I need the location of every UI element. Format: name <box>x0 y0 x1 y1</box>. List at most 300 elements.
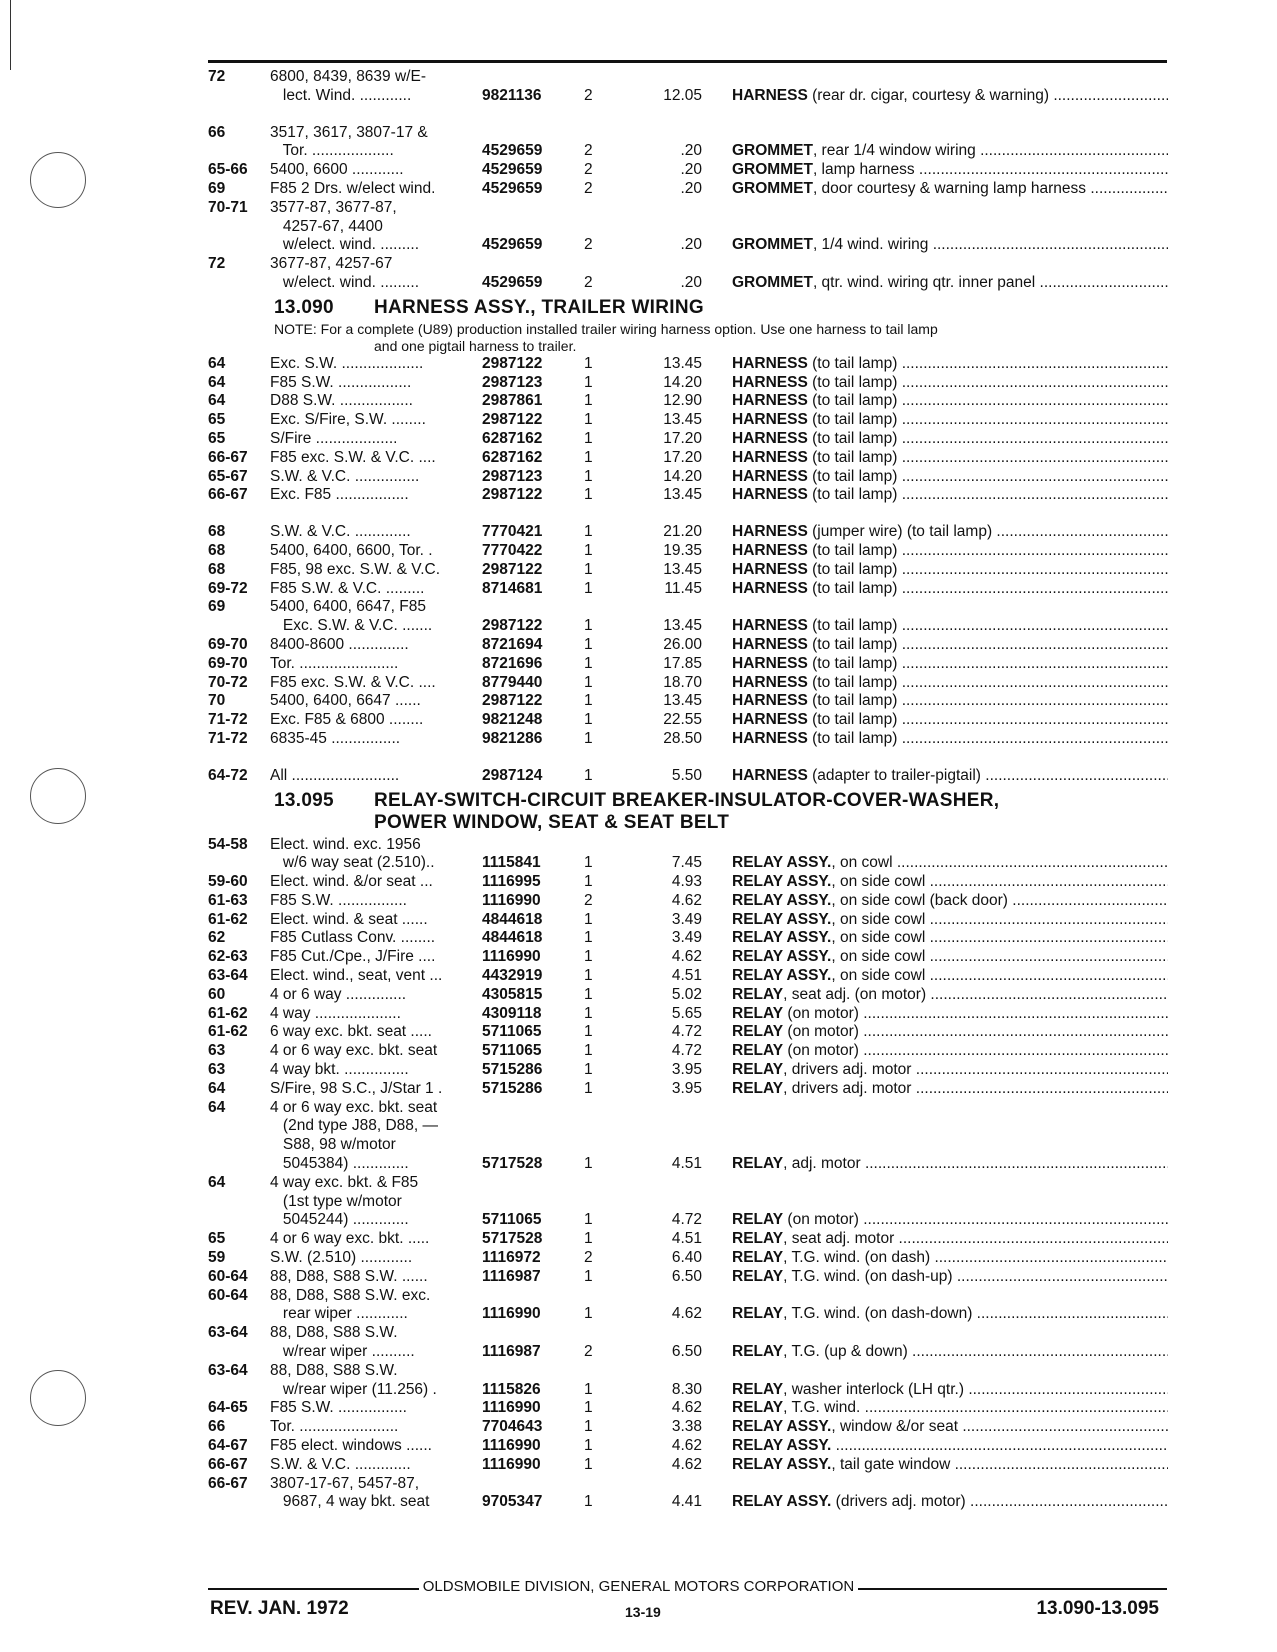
quantity: 1 <box>584 1455 593 1473</box>
application: F85, 98 exc. S.W. & V.C. <box>270 560 441 578</box>
part-name <box>732 1437 1168 1456</box>
part-name-detail: (on motor) <box>783 1023 859 1041</box>
model-years: 70 <box>208 692 226 710</box>
model-years: 60-64 <box>208 1267 248 1285</box>
part-number: 9821248 <box>482 711 543 729</box>
part-number: 8779440 <box>482 673 543 691</box>
parts-row <box>208 392 1168 411</box>
parts-row <box>208 255 1168 274</box>
section-title-line2: POWER WINDOW, SEAT & SEAT BELT <box>374 811 730 833</box>
part-name <box>732 1230 1168 1249</box>
application: S.W. & V.C. ............. <box>270 1455 411 1473</box>
quantity: 1 <box>584 766 593 784</box>
application: w/elect. wind. ......... <box>270 236 420 254</box>
application: 5400, 6400, 6600, Tor. . <box>270 541 433 559</box>
part-name <box>732 1381 1168 1400</box>
parts-row <box>208 1230 1168 1249</box>
model-years: 66 <box>208 1418 226 1436</box>
price: 4.62 <box>671 1455 702 1473</box>
model-years: 60-64 <box>208 1286 248 1304</box>
part-name-bold: HARNESS <box>732 635 808 653</box>
price: 3.49 <box>671 929 702 947</box>
part-name <box>732 1080 1168 1099</box>
price: 3.49 <box>671 910 702 928</box>
part-name-bold: RELAY ASSY. <box>732 1493 832 1511</box>
part-name <box>732 1399 1168 1418</box>
parts-row <box>208 1193 1168 1212</box>
parts-row <box>208 523 1168 542</box>
part-name <box>732 1456 1168 1475</box>
part-name-detail: (to tail lamp) <box>807 486 898 504</box>
model-years: 63 <box>208 1061 226 1079</box>
part-name <box>732 617 1168 636</box>
application: 4 way exc. bkt. & F85 <box>270 1173 419 1191</box>
model-years: 70-72 <box>208 673 248 691</box>
quantity: 1 <box>584 541 593 559</box>
price: .20 <box>680 179 702 197</box>
part-name <box>732 767 1168 786</box>
punch-hole-top <box>30 152 86 208</box>
model-years: 62 <box>208 929 226 947</box>
quantity: 1 <box>584 654 593 672</box>
parts-row <box>208 617 1168 636</box>
part-name <box>732 542 1168 561</box>
part-number: 7704643 <box>482 1418 543 1436</box>
part-name-detail: , T.G. (up & down) <box>783 1343 908 1361</box>
part-name <box>732 561 1168 580</box>
parts-row <box>208 854 1168 873</box>
price: .20 <box>680 236 702 254</box>
part-name-bold: HARNESS <box>732 579 808 597</box>
model-years: 64 <box>208 373 226 391</box>
application: 88, D88, S88 S.W. ...... <box>270 1267 428 1285</box>
part-name <box>732 948 1168 967</box>
application: 88, D88, S88 S.W. <box>270 1361 398 1379</box>
part-name-detail: (to tail lamp) <box>807 579 898 597</box>
part-number: 5711065 <box>482 1211 542 1229</box>
model-years: 65 <box>208 411 226 429</box>
part-number: 4529659 <box>482 179 543 197</box>
quantity: 1 <box>584 617 593 635</box>
model-years: 64-72 <box>208 766 248 784</box>
application: F85 Cutlass Conv. ........ <box>270 929 436 947</box>
footer-division-text: OLDSMOBILE DIVISION, GENERAL MOTORS CORPORATION <box>419 1578 858 1595</box>
part-number: 5717528 <box>482 1155 543 1173</box>
part-name-detail: (drivers adj. motor) <box>831 1493 966 1511</box>
application: 4 or 6 way exc. bkt. ..... <box>270 1230 430 1248</box>
part-name-detail: (to tail lamp) <box>807 617 898 635</box>
application: Exc. F85 & 6800 ........ <box>270 711 424 729</box>
part-number: 7770422 <box>482 541 543 559</box>
part-name <box>732 486 1168 505</box>
model-years: 60 <box>208 985 226 1003</box>
quantity: 1 <box>584 560 593 578</box>
part-name-detail: (to tail lamp) <box>807 448 898 466</box>
application: All ......................... <box>270 766 400 784</box>
quantity: 2 <box>584 179 593 197</box>
model-years: 68 <box>208 560 226 578</box>
application: w/6 way seat (2.510).. <box>270 854 435 872</box>
part-name-bold: RELAY ASSY. <box>732 1437 832 1454</box>
part-name-bold: GROMMET <box>732 273 813 291</box>
application: w/elect. wind. ......... <box>270 273 420 291</box>
part-name-bold: HARNESS <box>732 373 808 391</box>
part-number: 4432919 <box>482 967 543 985</box>
price: 6.40 <box>671 1249 702 1267</box>
application: 88, D88, S88 S.W. <box>270 1324 398 1342</box>
quantity: 2 <box>584 1343 593 1361</box>
part-name-bold: RELAY ASSY. <box>732 1455 832 1473</box>
application: 8400-8600 .............. <box>270 635 409 653</box>
part-name-bold: RELAY <box>732 1042 784 1060</box>
part-name-detail: , lamp harness <box>812 161 915 179</box>
part-name-detail: , on side cowl <box>831 948 926 966</box>
part-name-bold: RELAY <box>732 1079 784 1097</box>
application: 4 way bkt. ............... <box>270 1061 409 1079</box>
price: 13.45 <box>663 354 702 372</box>
quantity: 1 <box>584 692 593 710</box>
application: S/Fire, 98 S.C., J/Star 1 . <box>270 1079 443 1097</box>
part-name-bold: HARNESS <box>732 392 808 410</box>
parts-row <box>208 274 1168 293</box>
part-name-detail: , on side cowl (back door) <box>831 891 1008 909</box>
footer-page-number: 13-19 <box>625 1604 661 1620</box>
application: rear wiper ............ <box>270 1305 408 1323</box>
part-number: 4529659 <box>482 236 543 254</box>
model-years: 72 <box>208 255 226 273</box>
quantity: 1 <box>584 854 593 872</box>
price: 4.93 <box>671 873 702 891</box>
part-name-detail: , on side cowl <box>831 873 926 891</box>
application: 4 or 6 way exc. bkt. seat <box>270 1098 438 1116</box>
footer-section-range: 13.090-13.095 <box>1036 1598 1159 1619</box>
part-name-detail: , washer interlock (LH qtr.) <box>783 1380 965 1398</box>
part-name-detail: , on side cowl <box>831 929 926 947</box>
part-number: 5715286 <box>482 1079 543 1097</box>
part-name <box>732 1493 1168 1512</box>
parts-row <box>208 1437 1168 1456</box>
parts-row <box>208 986 1168 1005</box>
price: 14.20 <box>663 373 702 391</box>
part-name-bold: HARNESS <box>732 467 808 485</box>
model-years: 66-67 <box>208 448 248 466</box>
quantity: 1 <box>584 673 593 691</box>
top-rule <box>208 60 1167 63</box>
part-name-bold: HARNESS <box>732 354 808 372</box>
model-years: 71-72 <box>208 729 248 747</box>
application: 6835-45 ................ <box>270 729 401 747</box>
price: 6.50 <box>671 1267 702 1285</box>
price: 4.62 <box>671 1305 702 1323</box>
part-number: 1116990 <box>482 1455 541 1473</box>
parts-row <box>208 711 1168 730</box>
quantity: 1 <box>584 411 593 429</box>
part-number: 9705347 <box>482 1493 543 1511</box>
model-years: 59-60 <box>208 873 248 891</box>
part-name-detail: (to tail lamp) <box>807 467 898 485</box>
section-heading <box>274 790 1168 834</box>
part-number: 1116995 <box>482 873 541 891</box>
parts-row <box>208 1136 1168 1155</box>
model-years: 64 <box>208 1173 226 1191</box>
application: F85 S.W. & V.C. ......... <box>270 579 425 597</box>
section-number: 13.095 <box>274 789 334 811</box>
quantity: 1 <box>584 1399 593 1417</box>
quantity: 2 <box>584 161 593 179</box>
part-name-detail: , T.G. wind. (on dash-down) <box>783 1305 973 1323</box>
part-name-detail: , qtr. wind. wiring qtr. inner panel <box>812 273 1036 291</box>
quantity: 1 <box>584 1042 593 1060</box>
quantity: 2 <box>584 86 593 104</box>
parts-row <box>208 411 1168 430</box>
part-name <box>732 892 1168 911</box>
part-number: 2987123 <box>482 373 543 391</box>
part-number: 1115826 <box>482 1380 541 1398</box>
price: 3.95 <box>671 1079 702 1097</box>
part-number: 2987122 <box>482 486 543 504</box>
parts-row <box>208 430 1168 449</box>
application: S/Fire ................... <box>270 429 398 447</box>
part-name <box>732 468 1168 487</box>
application: F85 S.W. ................. <box>270 373 412 391</box>
part-name-detail: (to tail lamp) <box>807 654 898 672</box>
quantity: 1 <box>584 1155 593 1173</box>
part-name-bold: RELAY <box>732 1399 784 1417</box>
part-name-bold: HARNESS <box>732 429 808 447</box>
application: Exc. S.W. & V.C. ....... <box>270 617 433 635</box>
model-years: 61-62 <box>208 910 248 928</box>
price: .20 <box>680 161 702 179</box>
parts-row <box>208 767 1168 786</box>
model-years: 63-64 <box>208 1324 248 1342</box>
part-name-bold: RELAY <box>732 1267 784 1285</box>
parts-row <box>208 911 1168 930</box>
application: 4 or 6 way exc. bkt. seat <box>270 1042 438 1060</box>
price: 11.45 <box>664 579 702 597</box>
part-name <box>732 674 1168 693</box>
part-name-detail: (rear dr. cigar, courtesy & warning) <box>807 86 1050 104</box>
application: 5400, 6600 ............ <box>270 161 404 179</box>
part-name <box>732 580 1168 599</box>
part-name <box>732 355 1168 374</box>
part-name <box>732 411 1168 430</box>
part-name <box>732 374 1168 393</box>
parts-row <box>208 967 1168 986</box>
quantity: 1 <box>584 1230 593 1248</box>
parts-row <box>208 1061 1168 1080</box>
part-name <box>732 986 1168 1005</box>
application: Elect. wind., seat, vent ... <box>270 967 443 985</box>
application: F85 2 Drs. w/elect wind. <box>270 179 436 197</box>
parts-row <box>208 468 1168 487</box>
quantity: 1 <box>584 929 593 947</box>
model-years: 66-67 <box>208 1455 248 1473</box>
parts-row <box>208 655 1168 674</box>
part-name-detail: (to tail lamp) <box>807 711 898 729</box>
part-number: 9821286 <box>482 729 543 747</box>
part-name-detail: , window &/or seat <box>831 1418 959 1436</box>
quantity: 1 <box>584 1061 593 1079</box>
part-name-detail: (jumper wire) (to tail lamp) <box>807 523 993 541</box>
model-years: 59 <box>208 1249 226 1267</box>
price: 4.62 <box>671 891 702 909</box>
price: 4.51 <box>671 1155 702 1173</box>
price: 3.38 <box>671 1418 702 1436</box>
part-number: 4844618 <box>482 929 543 947</box>
application: Exc. S.W. ................... <box>270 354 424 372</box>
model-years: 65 <box>208 429 226 447</box>
price: 17.85 <box>663 654 702 672</box>
application: (1st type w/motor <box>270 1192 402 1210</box>
part-number: 1116987 <box>482 1343 541 1361</box>
part-name-detail: (to tail lamp) <box>807 692 898 710</box>
parts-row <box>208 1287 1168 1306</box>
parts-row <box>208 199 1168 218</box>
application: lect. Wind. ............ <box>270 86 412 104</box>
parts-row <box>208 68 1168 87</box>
part-name-bold: HARNESS <box>732 486 808 504</box>
part-number: 4529659 <box>482 273 543 291</box>
parts-row <box>208 598 1168 617</box>
price: 5.65 <box>671 1004 702 1022</box>
price: 7.45 <box>671 854 702 872</box>
model-years: 69 <box>208 179 226 197</box>
part-number: 1116990 <box>482 1305 541 1323</box>
part-number: 2987122 <box>482 617 543 635</box>
part-name-detail: (on motor) <box>783 1004 859 1022</box>
part-name-detail: (adapter to trailer-pigtail) <box>807 766 981 784</box>
price: 4.72 <box>671 1023 702 1041</box>
price: .20 <box>680 273 702 291</box>
quantity: 2 <box>584 891 593 909</box>
model-years: 71-72 <box>208 711 248 729</box>
part-name-detail: , seat adj. (on motor) <box>783 985 927 1003</box>
price: 4.62 <box>671 948 702 966</box>
application: 5400, 6400, 6647 ...... <box>270 692 421 710</box>
part-number: 2987122 <box>482 692 543 710</box>
parts-row <box>208 1493 1168 1512</box>
price: 13.45 <box>663 411 702 429</box>
price: .20 <box>680 142 702 160</box>
model-years: 68 <box>208 541 226 559</box>
parts-row <box>208 1117 1168 1136</box>
part-number: 7770421 <box>482 523 543 541</box>
application: 3577-87, 3677-87, <box>270 198 397 216</box>
parts-row <box>208 142 1168 161</box>
parts-row <box>208 355 1168 374</box>
application: 4 way .................... <box>270 1004 401 1022</box>
price: 6.50 <box>671 1343 702 1361</box>
parts-row <box>208 1399 1168 1418</box>
quantity: 1 <box>584 523 593 541</box>
parts-list <box>208 68 1168 1512</box>
parts-row <box>208 218 1168 237</box>
quantity: 1 <box>584 467 593 485</box>
part-number: 1116990 <box>482 948 541 966</box>
model-years: 69-72 <box>208 579 248 597</box>
part-name <box>732 87 1168 106</box>
price: 12.90 <box>663 392 702 410</box>
parts-row <box>208 124 1168 143</box>
parts-row <box>208 692 1168 711</box>
model-years: 61-63 <box>208 891 248 909</box>
model-years: 61-62 <box>208 1023 248 1041</box>
parts-row <box>208 674 1168 693</box>
parts-row <box>208 1362 1168 1381</box>
part-name <box>732 1268 1168 1287</box>
part-name-detail: , adj. motor <box>783 1155 861 1173</box>
part-name-detail: , T.G. wind. <box>783 1399 861 1417</box>
model-years: 68 <box>208 523 226 541</box>
model-years: 69-70 <box>208 654 248 672</box>
part-name <box>732 854 1168 873</box>
parts-row <box>208 929 1168 948</box>
parts-row <box>208 730 1168 749</box>
parts-row <box>208 873 1168 892</box>
quantity: 1 <box>584 873 593 891</box>
application: Exc. F85 ................. <box>270 486 409 504</box>
application: 9687, 4 way bkt. seat <box>270 1493 430 1511</box>
price: 17.20 <box>663 448 702 466</box>
application: 5400, 6400, 6647, F85 <box>270 598 426 616</box>
part-name-bold: RELAY ASSY. <box>732 967 832 985</box>
part-name <box>732 730 1168 749</box>
price: 3.95 <box>671 1061 702 1079</box>
parts-row <box>208 1099 1168 1118</box>
part-name-bold: GROMMET <box>732 142 813 160</box>
part-number: 5715286 <box>482 1061 543 1079</box>
parts-row <box>208 1475 1168 1494</box>
quantity: 1 <box>584 1305 593 1323</box>
part-name-detail: , door courtesy & warning lamp harness <box>812 179 1087 197</box>
model-years: 66 <box>208 123 226 141</box>
part-number: 2987861 <box>482 392 543 410</box>
model-years: 63 <box>208 1042 226 1060</box>
parts-row <box>208 236 1168 255</box>
part-number: 1116987 <box>482 1267 541 1285</box>
parts-row <box>208 836 1168 855</box>
part-name <box>732 1155 1168 1174</box>
model-years: 63-64 <box>208 967 248 985</box>
part-name <box>732 180 1168 199</box>
part-name-bold: RELAY ASSY. <box>732 1418 832 1436</box>
quantity: 1 <box>584 1267 593 1285</box>
punch-hole-bottom <box>30 1370 86 1426</box>
part-name-bold: RELAY <box>732 1343 784 1361</box>
quantity: 1 <box>584 373 593 391</box>
part-name <box>732 967 1168 986</box>
part-number: 5711065 <box>482 1042 542 1060</box>
part-number: 8721694 <box>482 635 543 653</box>
part-number: 2987124 <box>482 766 543 784</box>
part-name-bold: GROMMET <box>732 161 813 179</box>
price: 22.55 <box>663 711 702 729</box>
part-name-bold: RELAY ASSY. <box>732 891 832 909</box>
application: Elect. wind. exc. 1956 <box>270 835 421 853</box>
note-line: NOTE: For a complete (U89) production installed trailer wiring harness option. Use one harness to tail lamp <box>274 320 938 337</box>
parts-row <box>208 87 1168 106</box>
price: 4.41 <box>671 1493 702 1511</box>
price: 21.20 <box>663 523 702 541</box>
application: 3517, 3617, 3807-17 & <box>270 123 428 141</box>
part-name-detail: , drivers adj. motor <box>783 1079 912 1097</box>
part-name-detail: (on motor) <box>783 1211 859 1229</box>
quantity: 1 <box>584 948 593 966</box>
quantity: 2 <box>584 1249 593 1267</box>
model-years: 66-67 <box>208 486 248 504</box>
model-years: 64 <box>208 354 226 372</box>
part-number: 2987122 <box>482 354 543 372</box>
